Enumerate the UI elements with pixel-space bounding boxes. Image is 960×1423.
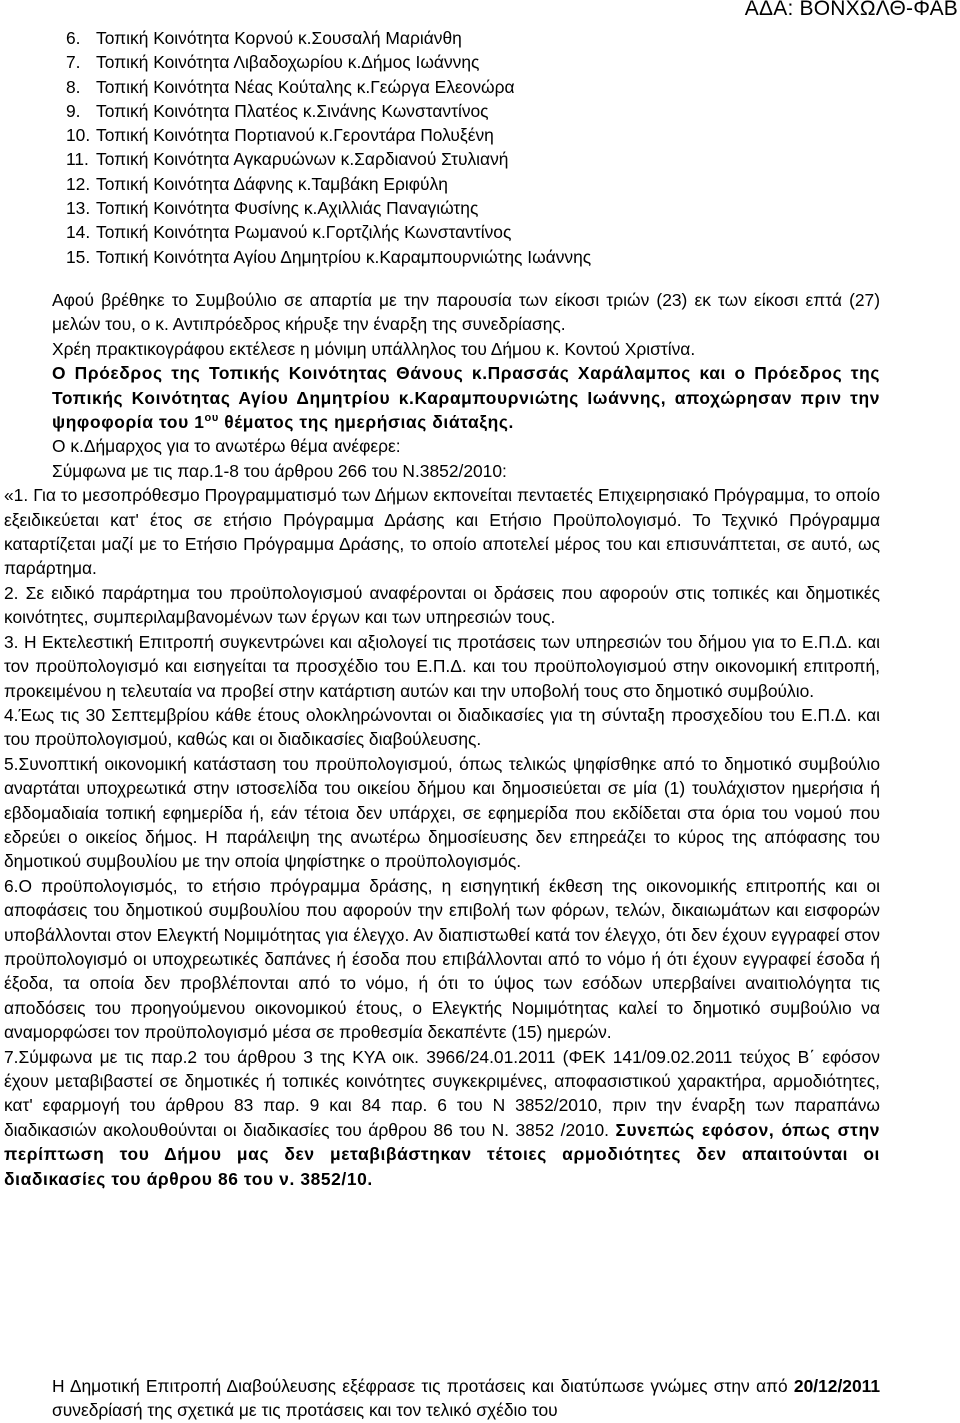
law-paragraph-3: 3. Η Εκτελεστική Επιτροπή συγκεντρώνει και αξιολογεί τις προτάσεις των υπηρεσιών του δήμου για το Ε.Π.Δ. και τον προϋπολογισμό και εισηγείται τα προσχέδιο του Ε.Π.Δ. και του προϋπολογισμού στην οικονομική επιτροπή, προκειμένου η τελευταία να προβεί στην κατάρτιση αυτών και την υποβολή τους στο δημοτικό συμβούλιο.	[4, 631, 880, 701]
mayor-paragraph: Ο κ.Δήμαρχος για το ανωτέρω θέμα ανέφερε:	[52, 436, 401, 457]
departure-text: Ο Πρόεδρος της Τοπικής Κοινότητας Θάνους κ.Πρασσάς Χαράλαμπος και ο Πρόεδρος της Τοπικής Κοινότητας Αγίου Δημητρίου κ.Καραμπουρνιώτης Ιωάννης, αποχώρησαν πριν την ψηφοφορία του 1	[52, 363, 880, 433]
law-paragraph-4: 4.Έως τις 30 Σεπτεμβρίου κάθε έτους ολοκληρώνονται οι διαδικασίες για τη σύνταξη προσχεδίου του Ε.Π.Δ. και του προϋπολογισμού, καθώς και οι διαδικασίες διαβούλευσης.	[4, 704, 880, 750]
item-number: 9.	[66, 100, 81, 121]
list-item	[66, 220, 591, 244]
list-item	[66, 147, 591, 171]
law-reference: Σύμφωνα με τις παρ.1-8 του άρθρου 266 του Ν.3852/2010:	[52, 460, 507, 481]
list-item	[66, 123, 591, 147]
law-paragraph-7	[4, 1045, 880, 1191]
departure-paragraph	[4, 361, 880, 434]
ada-code: ΑΔΑ: ΒΟΝΧΩΛΘ-ΦΑΒ	[744, 0, 958, 20]
item-text: Τοπική Κοινότητα Νέας Κούταλης κ.Γεώργα Ελεονώρα	[96, 76, 515, 97]
item-text: Τοπική Κοινότητα Αγίου Δημητρίου κ.Καραμπουρνιώτης Ιωάννης	[96, 246, 592, 267]
item-text: Τοπική Κοινότητα Πλατέος κ.Σινάνης Κωνσταντίνος	[96, 100, 489, 121]
committee-date: 20/12/2011	[793, 1376, 880, 1396]
item-number: 10.	[66, 125, 91, 146]
item-number: 7.	[66, 52, 81, 73]
quorum-paragraph: Αφού βρέθηκε το Συμβούλιο σε απαρτία με την παρουσία των είκοσι τριών (23) εκ των είκοσι επτά (27) μελών του, ο κ. Αντιπρόεδρος κήρυξε την έναρξη της συνεδρίασης.	[52, 290, 880, 335]
law-paragraph-7-text: 7.Σύμφωνα με τις παρ.2 του άρθρου 3 της ΚΥΑ οικ. 3966/24.01.2011 (ΦΕΚ 141/09.02.2011 τεύχος Β΄ εφόσον έχουν μεταβιβαστεί σε δημοτικές ή τοπικές κοινότητες συγκεκριμένες, αποφασιστικού χαρακτήρα, αρμοδιότητες, κατ' εφαρμογή του άρθρου 83 παρ. 9 και 84 παρ. 6 του Ν 3852/2010, πριν την έναρξη των παραπάνω διαδικασιών ακολουθούνται οι διαδικασίες του άρθρου 86 του Ν. 3852 /2010.	[4, 1046, 880, 1140]
committee-text-end: συνεδρίασή της σχετικά με τις προτάσεις και τον τελικό σχέδιο του	[52, 1400, 558, 1421]
departure-text-end: θέματος της ημερήσιας διάταξης.	[218, 412, 514, 433]
item-number: 8.	[66, 76, 81, 97]
item-number: 13.	[66, 198, 91, 219]
list-item	[66, 196, 591, 220]
list-item	[66, 99, 591, 123]
list-item	[66, 245, 591, 269]
law-paragraph-2: 2. Σε ειδικό παράρτημα του προϋπολογισμού αναφέρονται οι δράσεις που αφορούν στις τοπικές και δημοτικές κοινότητες, συμπεριλαμβανομένων των έργων και των υπηρεσιών τους.	[4, 582, 880, 628]
list-item	[66, 172, 591, 196]
item-text: Τοπική Κοινότητα Αγκαρυώνων κ.Σαρδιανού Στυλιανή	[96, 149, 509, 170]
item-number: 6.	[66, 28, 81, 48]
item-number: 12.	[66, 173, 91, 194]
item-number: 14.	[66, 222, 91, 243]
item-text: Τοπική Κοινότητα Φυσίνης κ.Αχιλλιάς Παναγιώτης	[96, 198, 479, 219]
law-paragraph-5: 5.Συνοπτική οικονομική κατάσταση του προϋπολογισμού, όπως τελικώς ψηφίσθηκε από το δημοτικό συμβούλιο αναρτάται υποχρεωτικά στην ιστοσελίδα του οικείου δήμου και δημοσιεύεται σε μία (1) τουλάχιστον ημερήσια ή εβδομαδιαία τοπική εφημερίδα ή, εάν τέτοια δεν υπάρχει, σε εφημερίδα που εκδίδεται στα όρια του νομού που εδρεύει ο οικείος δήμος. Η παράλειψη της ανωτέρω δημοσίευσης δεν επηρεάζει το κύρος της απόφασης του δημοτικού συμβουλίου με την οποία ψηφίστηκε ο προϋπολογισμός.	[4, 753, 880, 872]
committee-text-start: Η Δημοτική Επιτροπή Διαβούλευσης εξέφρασε τις προτάσεις και διατύπωσε γνώμες στην από	[52, 1376, 794, 1396]
members-list	[66, 26, 591, 269]
document-body	[4, 288, 880, 1191]
item-number: 15.	[66, 246, 91, 267]
law-paragraph-6: 6.Ο προϋπολογισμός, το ετήσιο πρόγραμμα δράσης, η εισηγητική έκθεση της οικονομικής επιτροπής και οι αποφάσεις του δημοτικού συμβουλίου που αφορούν την επιβολή των φόρων, τελών, δικαιωμάτων και εισφορών υποβάλλονται στον Ελεγκτή Νομιμότητας για έλεγχο. Αν διαπιστωθεί κατά τον έλεγχο, ότι δεν έχουν εγγραφεί στον προϋπολογισμό οι υποχρεωτικές δαπάνες ή έσοδα που επιβάλλονται από το νόμο ή ότι έχουν εγγραφεί έσοδα ή έξοδα, τα οποία δεν προβλέπονται από το νόμο, ή ότι το ύψος των εσόδων υπερβαίνει αναιτιολόγητα τις αποδόσεις του προηγούμενου οικονομικού έτους, ο Ελεγκτής Νομιμότητας καλεί το δημοτικό συμβούλιο να αναμορφώσει τον προϋπολογισμό μέσα σε προθεσμία δεκαπέντε (15) ημερών.	[4, 875, 880, 1043]
item-text: Τοπική Κοινότητα Ρωμανού κ.Γορτζιλής Κωνσταντίνος	[96, 222, 512, 243]
list-item	[66, 75, 591, 99]
committee-paragraph	[4, 1374, 880, 1423]
item-number: 11.	[66, 149, 89, 170]
secretary-paragraph: Χρέη πρακτικογράφου εκτέλεσε η μόνιμη υπάλληλος του Δήμου κ. Κοντού Χριστίνα.	[52, 338, 696, 359]
departure-ordinal: ου	[204, 412, 219, 425]
list-item	[66, 26, 591, 50]
item-text: Τοπική Κοινότητα Πορτιανού κ.Γεροντάρα Πολυξένη	[96, 125, 494, 146]
item-text: Τοπική Κοινότητα Κορνού κ.Σουσαλή Μαριάνθη	[96, 28, 462, 48]
list-item	[66, 50, 591, 74]
item-text: Τοπική Κοινότητα Δάφνης κ.Ταμβάκη Εριφύλη	[96, 173, 448, 194]
law-paragraph-7-conclusion: Συνεπώς εφόσον, όπως στην περίπτωση του Δήμου μας δεν μεταβιβάστηκαν τέτοιες αρμοδιότητες δεν απαιτούνται οι διαδικασίες του άρθρου 86 του ν. 3852/10.	[4, 1119, 880, 1189]
law-paragraph-1: «1. Για το μεσοπρόθεσμο Προγραμματισμό των Δήμων εκπονείται πενταετές Επιχειρησιακό Πρόγραμμα, το οποίο εξειδικεύεται κατ' έτος σε ετήσιο Πρόγραμμα Δράσης και Ετήσιο Προϋπολογισμό. Το Τεχνικό Πρόγραμμα καταρτίζεται μαζί με το Ετήσιο Πρόγραμμα Δράσης, το οποίο αποτελεί μέρος του και επισυνάπτεται, σε αυτό, ως παράρτημα.	[4, 485, 880, 579]
item-text: Τοπική Κοινότητα Λιβαδοχωρίου κ.Δήμος Ιωάννης	[96, 52, 480, 73]
committee-text	[4, 1374, 880, 1423]
